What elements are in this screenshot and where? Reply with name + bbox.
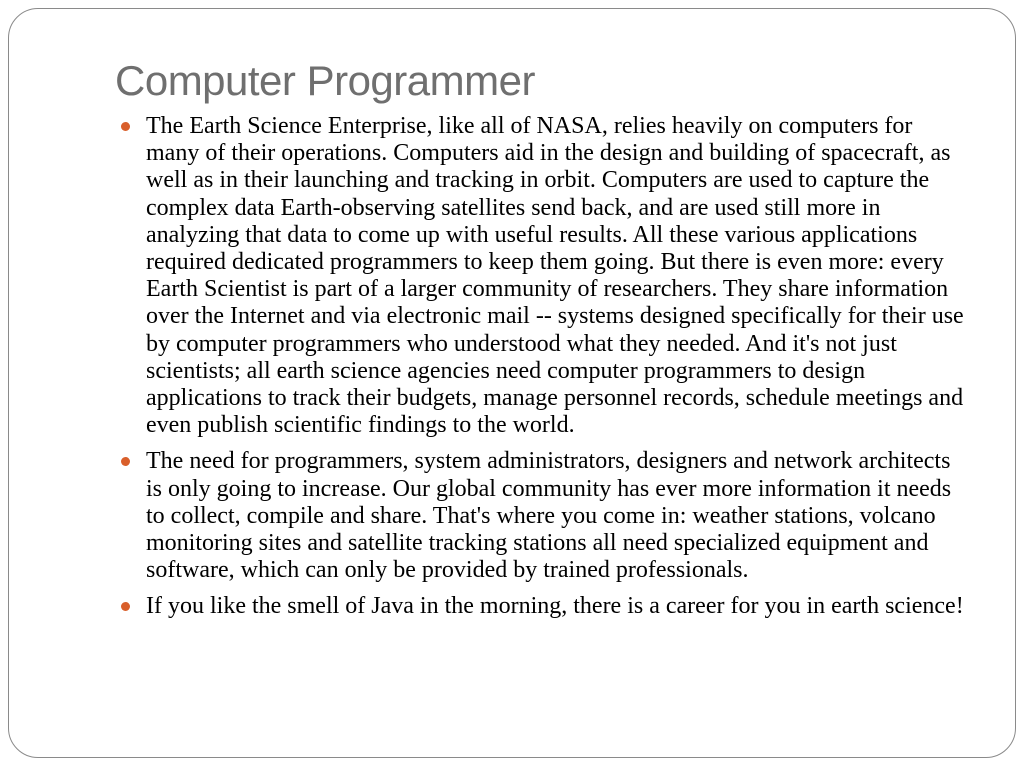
- bullet-item: [121, 113, 971, 439]
- bullet-text: If you like the smell of Java in the morning, there is a career for you in earth science!: [146, 593, 964, 620]
- bullet-item: [121, 448, 971, 584]
- bullet-icon: [121, 457, 130, 466]
- bullet-icon: [121, 122, 130, 131]
- slide-title: Computer Programmer: [115, 57, 535, 104]
- bullet-list: [121, 113, 971, 630]
- bullet-icon: [121, 602, 130, 611]
- bullet-text: The need for programmers, system administrators, designers and network architects is only going to increase. Our global community has ever more information it needs to collect, compile and share. That's where you come in: weather stations, volcano monitoring sites and satellite tracking stations all need specialized equipment and software, which can only be provided by trained professionals.: [146, 448, 952, 584]
- bullet-text: The Earth Science Enterprise, like all of NASA, relies heavily on computers for many of their operations. Computers aid in the design and building of spacecraft, as well as in their launching and tracking in orbit. Computers are used to capture the complex data Earth-observing satellites send back, and are used still more in analyzing that data to come up with useful results. All these various applications required dedicated programmers to keep them going. But there is even more: every Earth Scientist is part of a larger community of researchers. They share information over the Internet and via electronic mail -- systems designed specifically for their use by computer programmers who understood what they needed. And it's not just scientists; all earth science agencies need computer programmers to design applications to track their budgets, manage personnel records, schedule meetings and even publish scientific findings to the world.: [146, 113, 964, 439]
- bullet-item: [121, 593, 971, 620]
- slide-frame: [8, 8, 1016, 758]
